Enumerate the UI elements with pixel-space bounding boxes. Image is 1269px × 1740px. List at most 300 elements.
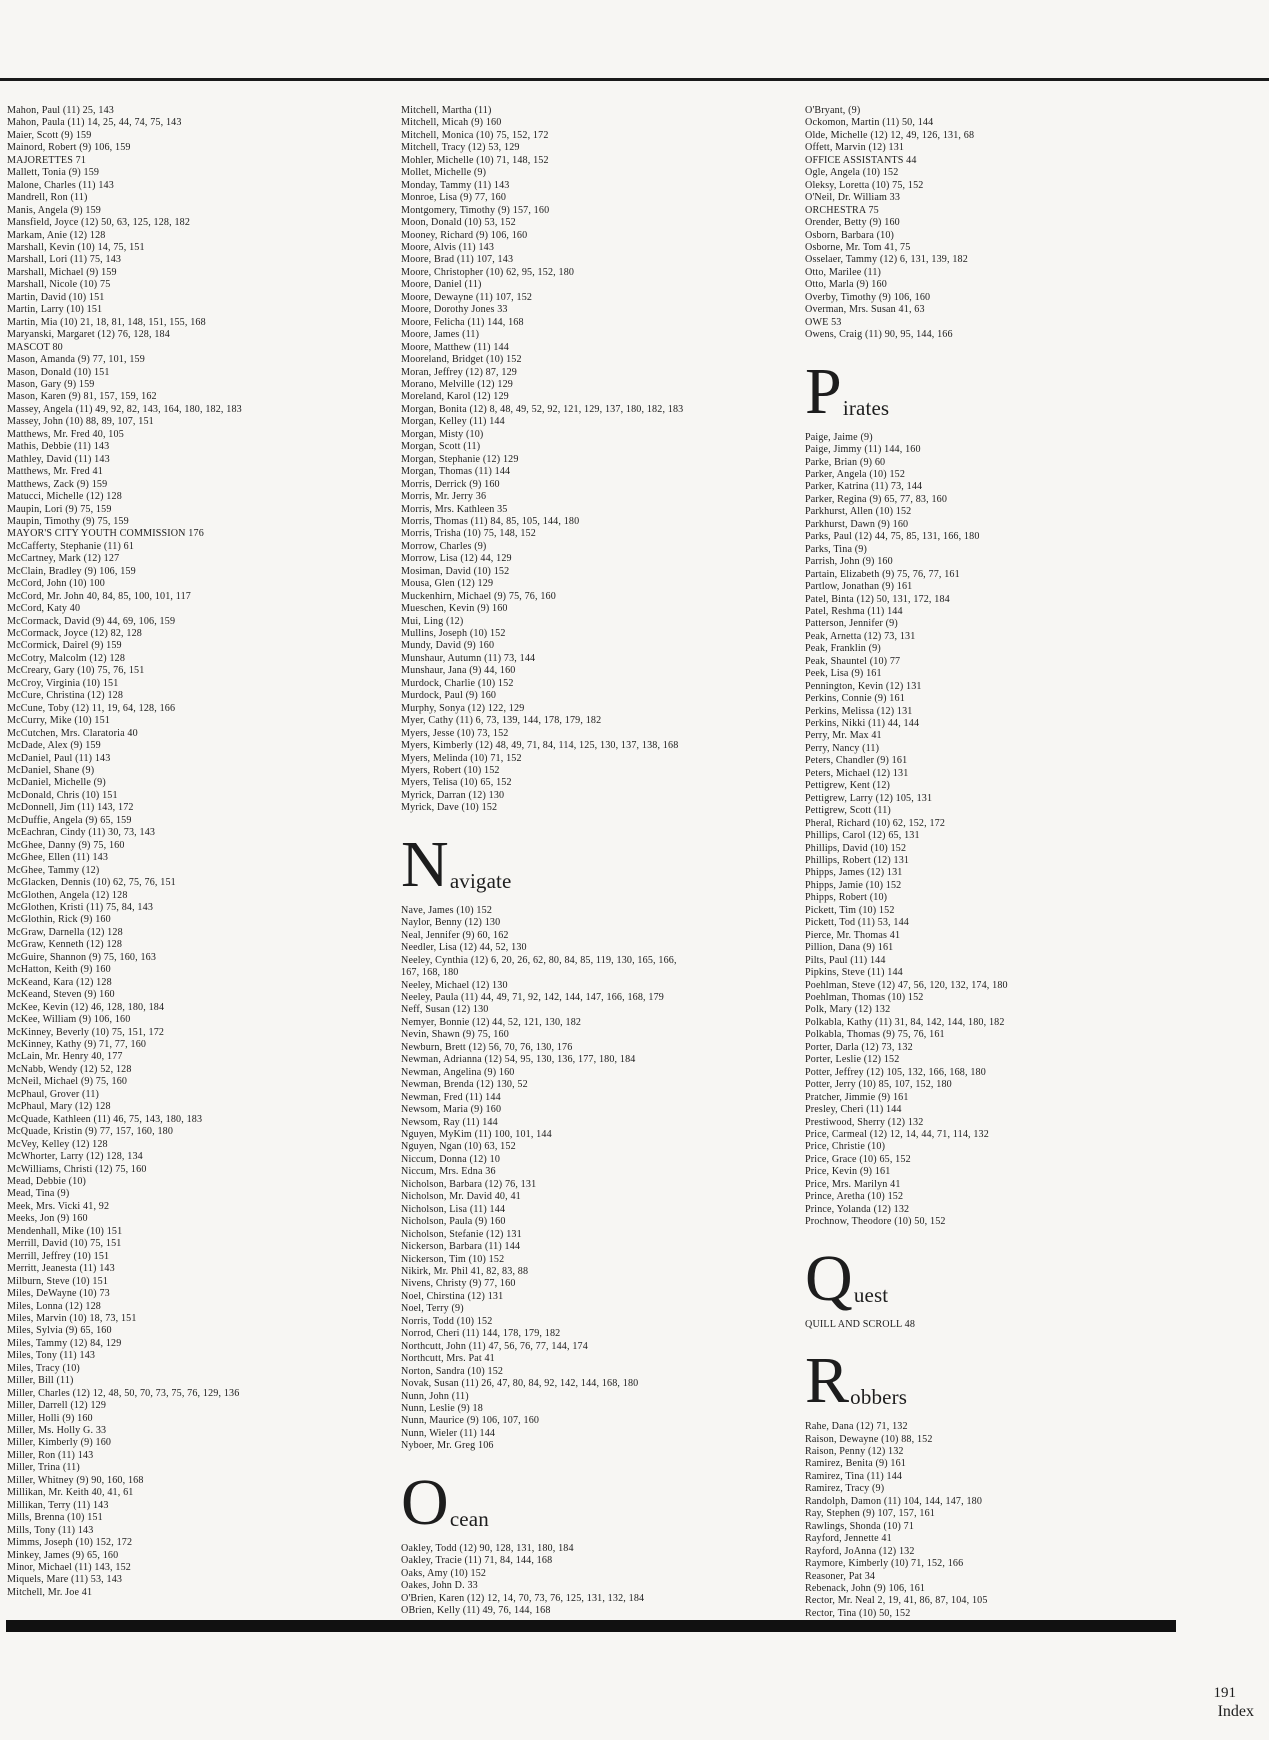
index-entry: Miles, Sylvia (9) 65, 160 (7, 1325, 112, 1337)
index-entry: Massey, Angela (11) 49, 92, 82, 143, 164, 180, 182, 183 (7, 403, 242, 415)
index-entry: McGlothen, Kristi (11) 75, 84, 143 (7, 902, 154, 913)
index-column-2 (401, 105, 801, 1617)
index-entry: Ramirez, Benita (9) 161 (805, 1458, 906, 1470)
index-entry: Newsom, Maria (9) 160 (401, 1104, 502, 1116)
index-entry: Owens, Craig (11) 90, 95, 144, 166 (805, 329, 953, 341)
index-entry: Mitchell, Mr. Joe 41 (7, 1586, 93, 1598)
index-entry: Moore, Dorothy Jones 33 (401, 304, 508, 316)
index-entry: Mason, Karen (9) 81, 157, 159, 162 (7, 391, 157, 403)
index-entry: Mitchell, Tracy (12) 53, 129 (401, 142, 520, 154)
index-entry: O'Bryant, (9) (805, 105, 861, 116)
index-entry: Oakley, Todd (12) 90, 128, 131, 180, 184 (401, 1542, 574, 1554)
index-entry: Morris, Derrick (9) 160 (401, 478, 500, 490)
index-entry: Milburn, Steve (10) 151 (7, 1275, 109, 1287)
index-entry: Miller, Kimberly (9) 160 (7, 1437, 112, 1449)
index-entry: Miller, Ms. Holly G. 33 (7, 1425, 107, 1437)
index-entry: Moore, Brad (11) 107, 143 (401, 254, 514, 266)
index-entry: Partlow, Jonathan (9) 161 (805, 581, 913, 593)
index-entry: Maier, Scott (9) 159 (7, 129, 92, 141)
index-entry: Phipps, Robert (10) (805, 892, 888, 904)
index-entry: Paige, Jimmy (11) 144, 160 (805, 444, 921, 456)
index-entry: Phillips, David (10) 152 (805, 842, 907, 854)
index-entry: McWhorter, Larry (12) 128, 134 (7, 1151, 143, 1163)
index-entry: McGlothin, Rick (9) 160 (7, 914, 111, 926)
index-entry: Moreland, Karol (12) 129 (401, 391, 509, 403)
index-entry: Martin, David (10) 151 (7, 291, 105, 303)
index-entry: QUILL AND SCROLL 48 (805, 1318, 916, 1330)
index-entry: OWE 53 (805, 316, 842, 328)
index-entry: Morris, Mrs. Kathleen 35 (401, 503, 508, 515)
index-entry: Rahe, Dana (12) 71, 132 (805, 1421, 908, 1433)
index-entry: Moore, Felicha (11) 144, 168 (401, 316, 524, 328)
index-entry: Nicholson, Lisa (11) 144 (401, 1203, 506, 1215)
index-entry: Poehlman, Thomas (10) 152 (805, 992, 924, 1003)
index-entry: Moore, Daniel (11) (401, 279, 482, 291)
index-entry: Mendenhall, Mike (10) 151 (7, 1225, 123, 1237)
section-initial: N (401, 827, 449, 901)
index-entry: Olde, Michelle (12) 12, 49, 126, 131, 68 (805, 129, 975, 141)
index-entry: Neeley, Michael (12) 130 (401, 979, 508, 991)
index-entry: Orender, Betty (9) 160 (805, 217, 900, 229)
index-entry: McPhaul, Mary (12) 128 (7, 1101, 111, 1113)
index-entry: Nguyen, MyKim (11) 100, 101, 144 (401, 1128, 552, 1140)
index-entry: Parkhurst, Allen (10) 152 (805, 506, 912, 518)
index-entry: McKee, William (9) 106, 160 (7, 1014, 131, 1026)
index-entry: Marshall, Lori (11) 75, 143 (7, 254, 122, 266)
index-entry: Murdock, Paul (9) 160 (401, 690, 497, 702)
index-entry: Parke, Brian (9) 60 (805, 456, 886, 468)
index-entry: 167, 168, 180 (401, 967, 459, 979)
index-entry: Morgan, Misty (10) (401, 428, 484, 440)
index-entry: Randolph, Damon (11) 104, 144, 147, 180 (805, 1495, 983, 1507)
index-entry: Osborn, Barbara (10) (805, 229, 895, 241)
index-entry: Morgan, Bonita (12) 8, 48, 49, 52, 92, 121, 129, 137, 180, 182, 183 (401, 403, 684, 415)
index-entry: Myers, Robert (10) 152 (401, 765, 500, 777)
index-entry: Mundy, David (9) 160 (401, 640, 495, 652)
index-entry: Northcutt, John (11) 47, 56, 76, 77, 144, 174 (401, 1340, 588, 1352)
index-entry: Mollet, Michelle (9) (401, 167, 487, 179)
index-entry: Patel, Reshma (11) 144 (805, 605, 903, 617)
index-entry: Neff, Susan (12) 130 (401, 1004, 489, 1016)
index-entry: Phillips, Robert (12) 131 (805, 855, 910, 867)
index-entry: McCurry, Mike (10) 151 (7, 715, 111, 727)
index-entry: Noel, Terry (9) (401, 1303, 464, 1315)
index-entry: Perkins, Melissa (12) 131 (805, 705, 913, 717)
index-entry: Parks, Paul (12) 44, 75, 85, 131, 166, 180 (805, 531, 980, 543)
index-entry: Pettigrew, Larry (12) 105, 131 (805, 792, 933, 804)
page-number: 191 (1213, 1685, 1236, 1701)
index-entry: Mui, Ling (12) (401, 615, 464, 627)
index-entry: McKinney, Beverly (10) 75, 151, 172 (7, 1026, 165, 1038)
index-entry: Patterson, Jennifer (9) (805, 618, 898, 630)
index-entry: Mohler, Michelle (10) 71, 148, 152 (401, 154, 549, 166)
index-entry: Nyboer, Mr. Greg 106 (401, 1440, 494, 1452)
index-entry: Merrill, David (10) 75, 151 (7, 1238, 122, 1250)
index-entry: Mason, Donald (10) 151 (7, 366, 110, 378)
index-entry: Needler, Lisa (12) 44, 52, 130 (401, 942, 527, 954)
index-entry: Peak, Franklin (9) (805, 643, 881, 655)
index-entry: Millikan, Mr. Keith 40, 41, 61 (7, 1487, 134, 1499)
section-word: cean (449, 1506, 489, 1531)
section-heading (401, 1465, 801, 1539)
index-entry: Ogle, Angela (10) 152 (805, 167, 899, 179)
index-entry: Morrow, Lisa (12) 44, 129 (401, 553, 512, 565)
index-entry: Nikirk, Mr. Phil 41, 82, 83, 88 (401, 1265, 529, 1277)
index-entry: Mason, Amanda (9) 77, 101, 159 (7, 354, 145, 366)
index-entry: McGraw, Darnella (12) 128 (7, 926, 123, 938)
section-word: uest (853, 1282, 889, 1307)
index-entry: Newsom, Ray (11) 144 (401, 1116, 498, 1128)
index-entry: Matucci, Michelle (12) 128 (7, 491, 122, 503)
index-entry: Osselaer, Tammy (12) 6, 131, 139, 182 (805, 254, 968, 266)
index-entry: McCormack, David (9) 44, 69, 106, 159 (7, 615, 176, 627)
section-label: Index (1217, 1703, 1254, 1720)
index-entry: Moon, Donald (10) 53, 152 (401, 217, 516, 229)
index-entry: Mooreland, Bridget (10) 152 (401, 354, 522, 366)
index-entry: Maryanski, Margaret (12) 76, 128, 184 (7, 329, 170, 341)
index-entry: Peters, Michael (12) 131 (805, 767, 909, 779)
index-entry: Morris, Thomas (11) 84, 85, 105, 144, 180 (401, 515, 580, 527)
index-entry: McCormack, Joyce (12) 82, 128 (7, 628, 142, 640)
index-entry: Moore, Matthew (11) 144 (401, 341, 509, 353)
index-entry: Offett, Marvin (12) 131 (805, 142, 905, 154)
section-initial: P (805, 354, 842, 428)
index-entry: Myers, Melinda (10) 71, 152 (401, 752, 522, 764)
top-rule (0, 78, 1269, 81)
index-entry: Parrish, John (9) 160 (805, 556, 893, 568)
index-entry: Miller, Ron (11) 143 (7, 1449, 94, 1461)
index-entry: Murphy, Sonya (12) 122, 129 (401, 702, 525, 714)
index-entry: Mimms, Joseph (10) 152, 172 (7, 1537, 133, 1549)
index-entry: Pratcher, Jimmie (9) 161 (805, 1091, 909, 1103)
index-entry: Phipps, James (12) 131 (805, 867, 903, 879)
index-entry: McGhee, Ellen (11) 143 (7, 852, 109, 864)
index-entry: Marshall, Michael (9) 159 (7, 266, 117, 278)
index-entry: McClain, Bradley (9) 106, 159 (7, 565, 136, 577)
index-entry: Manis, Angela (9) 159 (7, 204, 101, 216)
index-entry: McHatton, Keith (9) 160 (7, 964, 111, 976)
index-entry: Pillion, Dana (9) 161 (805, 942, 894, 954)
index-entry: Nivens, Christy (9) 77, 160 (401, 1278, 516, 1290)
index-entry: McDonnell, Jim (11) 143, 172 (7, 802, 134, 814)
index-entry: McNeil, Michael (9) 75, 160 (7, 1076, 128, 1088)
index-entry: Nunn, John (11) (401, 1390, 469, 1402)
index-entry: Mooney, Richard (9) 106, 160 (401, 229, 528, 241)
bottom-rule (6, 1620, 1176, 1632)
index-entry: Maupin, Lori (9) 75, 159 (7, 503, 112, 515)
index-entry: Millikan, Terry (11) 143 (7, 1499, 109, 1511)
index-entry: McKinney, Kathy (9) 71, 77, 160 (7, 1038, 147, 1050)
index-entry: Perkins, Connie (9) 161 (805, 693, 905, 705)
index-entry: Mullins, Joseph (10) 152 (401, 628, 506, 640)
index-entry: Miles, Lonna (12) 128 (7, 1300, 101, 1312)
index-entry: Meeks, Jon (9) 160 (7, 1213, 88, 1225)
index-entry: Pickett, Tod (11) 53, 144 (805, 917, 909, 929)
index-entry: Mandrell, Ron (11) (7, 192, 88, 204)
index-entry: Matthews, Mr. Fred 40, 105 (7, 428, 124, 440)
index-entry: Miller, Darrell (12) 129 (7, 1400, 107, 1412)
index-entry: Miles, Tony (11) 143 (7, 1350, 96, 1362)
index-entry: Peak, Arnetta (12) 73, 131 (805, 630, 916, 642)
index-entry: McDade, Alex (9) 159 (7, 740, 101, 752)
index-entry: Mallett, Tonia (9) 159 (7, 167, 100, 179)
index-entry: Meek, Mrs. Vicki 41, 92 (7, 1200, 110, 1212)
index-entry: Newman, Adrianna (12) 54, 95, 130, 136, 177, 180, 184 (401, 1054, 636, 1066)
index-entry: Myer, Cathy (11) 6, 73, 139, 144, 178, 179, 182 (401, 715, 602, 727)
index-entry: Miles, Tammy (12) 84, 129 (7, 1337, 122, 1349)
index-entry: Novak, Susan (11) 26, 47, 80, 84, 92, 142, 144, 168, 180 (401, 1378, 639, 1390)
index-entry: McCotry, Malcolm (12) 128 (7, 652, 126, 664)
index-entry: Myers, Jesse (10) 73, 152 (401, 727, 509, 739)
index-entry: Merrill, Jeffrey (10) 151 (7, 1250, 110, 1262)
index-entry: Mitchell, Martha (11) (401, 105, 492, 116)
index-entry: McKeand, Kara (12) 128 (7, 976, 112, 988)
index-entry: Moran, Jeffrey (12) 87, 129 (401, 366, 517, 378)
index-entry: Mills, Tony (11) 143 (7, 1524, 94, 1536)
index-entry: Newburn, Brett (12) 56, 70, 76, 130, 176 (401, 1041, 573, 1053)
index-entry: Morrow, Charles (9) (401, 540, 487, 552)
index-entry: McGuire, Shannon (9) 75, 160, 163 (7, 951, 157, 963)
index-entry: Nicholson, Barbara (12) 76, 131 (401, 1178, 537, 1190)
index-entry: McDaniel, Paul (11) 143 (7, 752, 111, 764)
index-entry: Miller, Trina (11) (7, 1462, 80, 1474)
index-entry: Marshall, Nicole (10) 75 (7, 279, 111, 291)
index-entry: Paige, Jaime (9) (805, 431, 873, 443)
index-entry: Mueschen, Kevin (9) 160 (401, 603, 508, 615)
index-entry: Mason, Gary (9) 159 (7, 378, 95, 390)
index-entry: McDonald, Chris (10) 151 (7, 789, 118, 801)
index-entry: McPhaul, Grover (11) (7, 1088, 100, 1100)
index-entry: Nevin, Shawn (9) 75, 160 (401, 1029, 509, 1041)
index-entry: Moore, Dewayne (11) 107, 152 (401, 291, 533, 303)
index-entry: Parkhurst, Dawn (9) 160 (805, 518, 909, 530)
index-entry: Nunn, Maurice (9) 106, 107, 160 (401, 1415, 540, 1427)
index-entry: Newman, Fred (11) 144 (401, 1091, 501, 1103)
index-entry: Phillips, Carol (12) 65, 131 (805, 830, 920, 842)
index-entry: Miller, Holli (9) 160 (7, 1412, 93, 1424)
index-entry: Niccum, Donna (12) 10 (401, 1153, 501, 1165)
index-entry: McCormick, Dairel (9) 159 (7, 640, 122, 652)
index-entry: McCord, Mr. John 40, 84, 85, 100, 101, 117 (7, 590, 191, 602)
index-entry: Porter, Darla (12) 73, 132 (805, 1041, 913, 1053)
index-entry: Ray, Stephen (9) 107, 157, 161 (805, 1508, 936, 1520)
index-entry: Overman, Mrs. Susan 41, 63 (805, 304, 925, 316)
index-entry: Pettigrew, Kent (12) (805, 780, 891, 792)
index-entry: Pheral, Richard (10) 62, 152, 172 (805, 817, 946, 829)
index-entry: Mead, Tina (9) (7, 1188, 70, 1200)
index-entry: Morris, Trisha (10) 75, 148, 152 (401, 528, 536, 540)
index-entry: Prestiwood, Sherry (12) 132 (805, 1116, 924, 1128)
index-entry: Nguyen, Ngan (10) 63, 152 (401, 1141, 516, 1153)
index-entry: Polkabla, Thomas (9) 75, 76, 161 (805, 1029, 945, 1041)
index-entry: Merritt, Jeanesta (11) 143 (7, 1263, 115, 1275)
index-entry: McLain, Mr. Henry 40, 177 (7, 1051, 123, 1063)
index-entry: McGlothen, Angela (12) 128 (7, 889, 128, 901)
index-entry: Nickerson, Tim (10) 152 (401, 1253, 505, 1265)
index-entry: Nunn, Leslie (9) 18 (401, 1402, 483, 1414)
section-initial: R (805, 1344, 850, 1418)
index-entry: Pettigrew, Scott (11) (805, 805, 891, 817)
index-entry: McGlacken, Dennis (10) 62, 75, 76, 151 (7, 877, 176, 889)
index-entry: Miles, Marvin (10) 18, 73, 151 (7, 1312, 137, 1324)
index-entry: Maupin, Timothy (9) 75, 159 (7, 515, 129, 527)
index-entry: Mitchell, Micah (9) 160 (401, 117, 502, 129)
index-entry: O'Neil, Dr. William 33 (805, 192, 901, 204)
index-entry: Marshall, Kevin (10) 14, 75, 151 (7, 241, 145, 253)
index-entry: Parker, Regina (9) 65, 77, 83, 160 (805, 493, 948, 505)
index-entry: Neeley, Cynthia (12) 6, 20, 26, 62, 80, 84, 85, 119, 130, 165, 166, (401, 954, 677, 966)
index-entry: Niccum, Mrs. Edna 36 (401, 1166, 496, 1178)
section-word: obbers (850, 1385, 908, 1410)
index-entry: ORCHESTRA 75 (805, 204, 879, 216)
index-entry: Newman, Angelina (9) 160 (401, 1066, 515, 1078)
index-entry: Polk, Mary (12) 132 (805, 1004, 891, 1016)
index-entry: Perry, Mr. Max 41 (805, 730, 882, 742)
index-entry: Neeley, Paula (11) 44, 49, 71, 92, 142, 144, 147, 166, 168, 179 (401, 992, 664, 1003)
index-entry: Rebenack, John (9) 106, 161 (805, 1582, 926, 1594)
index-entry: McCutchen, Mrs. Claratoria 40 (7, 727, 138, 739)
index-entry: MASCOT 80 (7, 341, 63, 353)
index-entry: Ockomon, Martin (11) 50, 144 (805, 117, 934, 129)
index-entry: Prince, Yolanda (12) 132 (805, 1203, 910, 1215)
index-entry: McKeand, Steven (9) 160 (7, 989, 115, 1001)
index-entry: Peak, Shauntel (10) 77 (805, 655, 901, 667)
section-heading (805, 1344, 1265, 1418)
index-entry: Myers, Telisa (10) 65, 152 (401, 777, 512, 789)
index-entry: Morano, Melville (12) 129 (401, 378, 513, 390)
index-entry: McNabb, Wendy (12) 52, 128 (7, 1063, 132, 1075)
index-entry: Myrick, Dave (10) 152 (401, 802, 498, 814)
index-entry: McCartney, Mark (12) 127 (7, 553, 120, 565)
index-entry: Polkabla, Kathy (11) 31, 84, 142, 144, 180, 182 (805, 1016, 1005, 1028)
index-entry: McDaniel, Michelle (9) (7, 777, 106, 789)
index-entry: Presley, Cheri (11) 144 (805, 1104, 902, 1116)
index-entry: Osborne, Mr. Tom 41, 75 (805, 241, 911, 253)
index-entry: Poehlman, Steve (12) 47, 56, 120, 132, 174, 180 (805, 979, 1008, 991)
index-entry: MAYOR'S CITY YOUTH COMMISSION 176 (7, 528, 204, 540)
index-entry: Parker, Angela (10) 152 (805, 468, 906, 480)
index-entry: McGraw, Kenneth (12) 128 (7, 939, 123, 951)
index-entry: McCure, Christina (12) 128 (7, 690, 124, 702)
index-entry: Miles, Tracy (10) (7, 1362, 80, 1374)
index-entry: Matthews, Zack (9) 159 (7, 478, 108, 490)
index-entry: Mahon, Paula (11) 14, 25, 44, 74, 75, 143 (7, 117, 182, 129)
section-word: irates (842, 395, 890, 420)
index-entry: Pierce, Mr. Thomas 41 (805, 929, 901, 941)
index-entry: Peek, Lisa (9) 161 (805, 668, 882, 680)
index-entry: Perkins, Nikki (11) 44, 144 (805, 718, 920, 730)
section-initial: O (401, 1465, 449, 1539)
section-heading (805, 1241, 1265, 1315)
index-entry: McCord, Katy 40 (7, 603, 81, 615)
index-entry: Miquels, Mare (11) 53, 143 (7, 1574, 123, 1586)
index-entry: Otto, Marla (9) 160 (805, 279, 887, 291)
index-entry: Mousa, Glen (12) 129 (401, 578, 494, 590)
index-entry: Miller, Bill (11) (7, 1375, 74, 1387)
index-entry: Moore, James (11) (401, 329, 480, 341)
index-entry: Mansfield, Joyce (12) 50, 63, 125, 128, 182 (7, 217, 191, 229)
index-entry: Norrod, Cheri (11) 144, 178, 179, 182 (401, 1328, 561, 1340)
index-entry: Miller, Whitney (9) 90, 160, 168 (7, 1474, 144, 1486)
index-entry: Morgan, Scott (11) (401, 441, 481, 453)
index-entry: Oakley, Tracie (11) 71, 84, 144, 168 (401, 1555, 553, 1567)
index-entry: Raison, Penny (12) 132 (805, 1445, 904, 1457)
index-entry: Myers, Kimberly (12) 48, 49, 71, 84, 114, 125, 130, 137, 138, 168 (401, 740, 679, 752)
index-entry: Myrick, Darran (12) 130 (401, 789, 505, 801)
index-entry: Mead, Debbie (10) (7, 1175, 87, 1187)
index-entry: Nave, James (10) 152 (401, 904, 493, 916)
index-entry: Moore, Christopher (10) 62, 95, 152, 180 (401, 266, 575, 278)
index-entry: Markam, Anie (12) 128 (7, 229, 106, 241)
index-entry: Price, Grace (10) 65, 152 (805, 1153, 911, 1165)
index-entry: McGhee, Danny (9) 75, 160 (7, 839, 125, 851)
section-heading (401, 827, 801, 901)
index-entry: Nicholson, Mr. David 40, 41 (401, 1191, 521, 1203)
index-entry: Morgan, Thomas (11) 144 (401, 466, 511, 478)
index-entry: Mainord, Robert (9) 106, 159 (7, 142, 131, 154)
index-entry: Price, Mrs. Marilyn 41 (805, 1178, 901, 1190)
index-entry: Massey, John (10) 88, 89, 107, 151 (7, 416, 154, 428)
index-entry: McKee, Kevin (12) 46, 128, 180, 184 (7, 1001, 165, 1013)
index-entry: Montgomery, Timothy (9) 157, 160 (401, 204, 550, 216)
index-entry: McCafferty, Stephanie (11) 61 (7, 540, 135, 552)
index-entry: Monday, Tammy (11) 143 (401, 179, 510, 191)
section-heading (805, 354, 1265, 428)
index-entry: McDaniel, Shane (9) (7, 765, 95, 777)
index-entry: Muckenhirn, Michael (9) 75, 76, 160 (401, 590, 556, 602)
index-entry: Rayford, JoAnna (12) 132 (805, 1545, 915, 1557)
index-entry: Martin, Mia (10) 21, 18, 81, 148, 151, 155, 168 (7, 316, 206, 328)
index-entry: Norton, Sandra (10) 152 (401, 1365, 504, 1377)
index-entry: Overby, Timothy (9) 106, 160 (805, 291, 931, 303)
index-entry: Price, Kevin (9) 161 (805, 1166, 891, 1178)
index-entry: Price, Carmeal (12) 12, 14, 44, 71, 114, 132 (805, 1128, 989, 1140)
section-word: avigate (449, 868, 512, 893)
index-entry: Mathis, Debbie (11) 143 (7, 441, 110, 453)
index-entry: Martin, Larry (10) 151 (7, 304, 103, 316)
index-entry: Mills, Brenna (10) 151 (7, 1512, 103, 1524)
index-entry: Partain, Elizabeth (9) 75, 76, 77, 161 (805, 568, 960, 580)
index-entry: Minor, Michael (11) 143, 152 (7, 1562, 131, 1574)
index-entry: Rayford, Jennette 41 (805, 1533, 892, 1545)
index-entry: Munshaur, Jana (9) 44, 160 (401, 665, 516, 677)
index-entry: McVey, Kelley (12) 128 (7, 1138, 108, 1150)
index-entry: Mathley, David (11) 143 (7, 453, 110, 465)
index-entry: Malone, Charles (11) 143 (7, 179, 114, 191)
index-entry: Pickett, Tim (10) 152 (805, 904, 895, 916)
index-entry: McGhee, Tammy (12) (7, 864, 100, 876)
index-entry: McEachran, Cindy (11) 30, 73, 143 (7, 827, 156, 839)
index-entry: Norris, Todd (10) 152 (401, 1315, 493, 1327)
index-entry: Matthews, Mr. Fred 41 (7, 466, 103, 478)
index-entry: Ramirez, Tina (11) 144 (805, 1470, 903, 1482)
index-entry: Nemyer, Bonnie (12) 44, 52, 121, 130, 182 (401, 1016, 582, 1028)
index-entry: Peters, Chandler (9) 161 (805, 755, 908, 767)
index-entry: Morris, Mr. Jerry 36 (401, 491, 487, 503)
index-entry: Reasoner, Pat 34 (805, 1570, 876, 1582)
index-entry: Murdock, Charlie (10) 152 (401, 677, 514, 689)
index-entry: Rawlings, Shonda (10) 71 (805, 1520, 915, 1532)
index-entry: Otto, Marilee (11) (805, 266, 882, 278)
index-entry: Pennington, Kevin (12) 131 (805, 680, 922, 692)
index-entry: Naylor, Benny (12) 130 (401, 917, 501, 929)
index-entry: Morgan, Kelley (11) 144 (401, 416, 505, 428)
index-entry: Oakes, John D. 33 (401, 1580, 478, 1592)
index-entry: McCune, Toby (12) 11, 19, 64, 128, 166 (7, 702, 176, 714)
index-entry: Pilts, Paul (11) 144 (805, 954, 886, 966)
index-entry: Miller, Charles (12) 12, 48, 50, 70, 73, 75, 76, 129, 136 (7, 1387, 240, 1399)
index-entry: Northcutt, Mrs. Pat 41 (401, 1353, 495, 1365)
